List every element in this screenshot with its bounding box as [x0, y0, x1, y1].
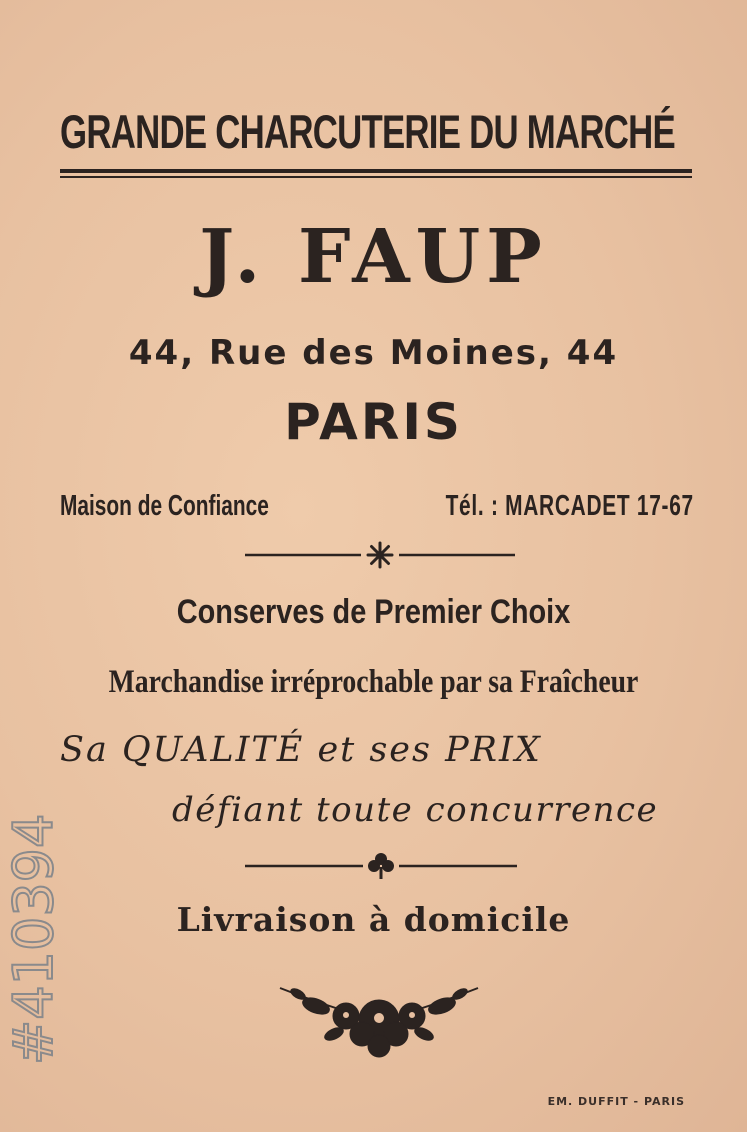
claim-preserves: Conserves de Premier Choix [176, 593, 571, 631]
printer-mark: EM. DUFFIT - PARIS [547, 1095, 685, 1108]
city-name: PARIS [284, 393, 463, 451]
title-underline-thick [60, 169, 692, 173]
shop-title: GRANDE CHARCUTERIE DU MARCHÉ [60, 105, 675, 158]
motto-text: Maison de Confiance [60, 490, 269, 522]
phone-number: Tél. : MARCADET 17-67 [445, 490, 694, 522]
motto-phone-row [60, 490, 694, 530]
asterisk-divider-icon [245, 540, 515, 570]
floral-ornament-icon [276, 982, 482, 1062]
title-underline-thin [60, 176, 692, 178]
clover-divider-icon [245, 851, 517, 881]
claim-quality: Sa QUALITÉ et ses PRIX [60, 730, 542, 770]
owner-name: J. FAUP [199, 214, 548, 300]
home-delivery: Livraison à domicile [176, 900, 571, 939]
street-address: 44, Rue des Moines, 44 [128, 333, 619, 373]
claim-competition: défiant toute concurrence [172, 790, 659, 830]
pencil-inventory-number [2, 775, 82, 1075]
claim-freshness: Marchandise irréprochable par sa Fraîcheur [108, 664, 639, 700]
svg-text:#410394: #410394 [2, 813, 65, 1065]
